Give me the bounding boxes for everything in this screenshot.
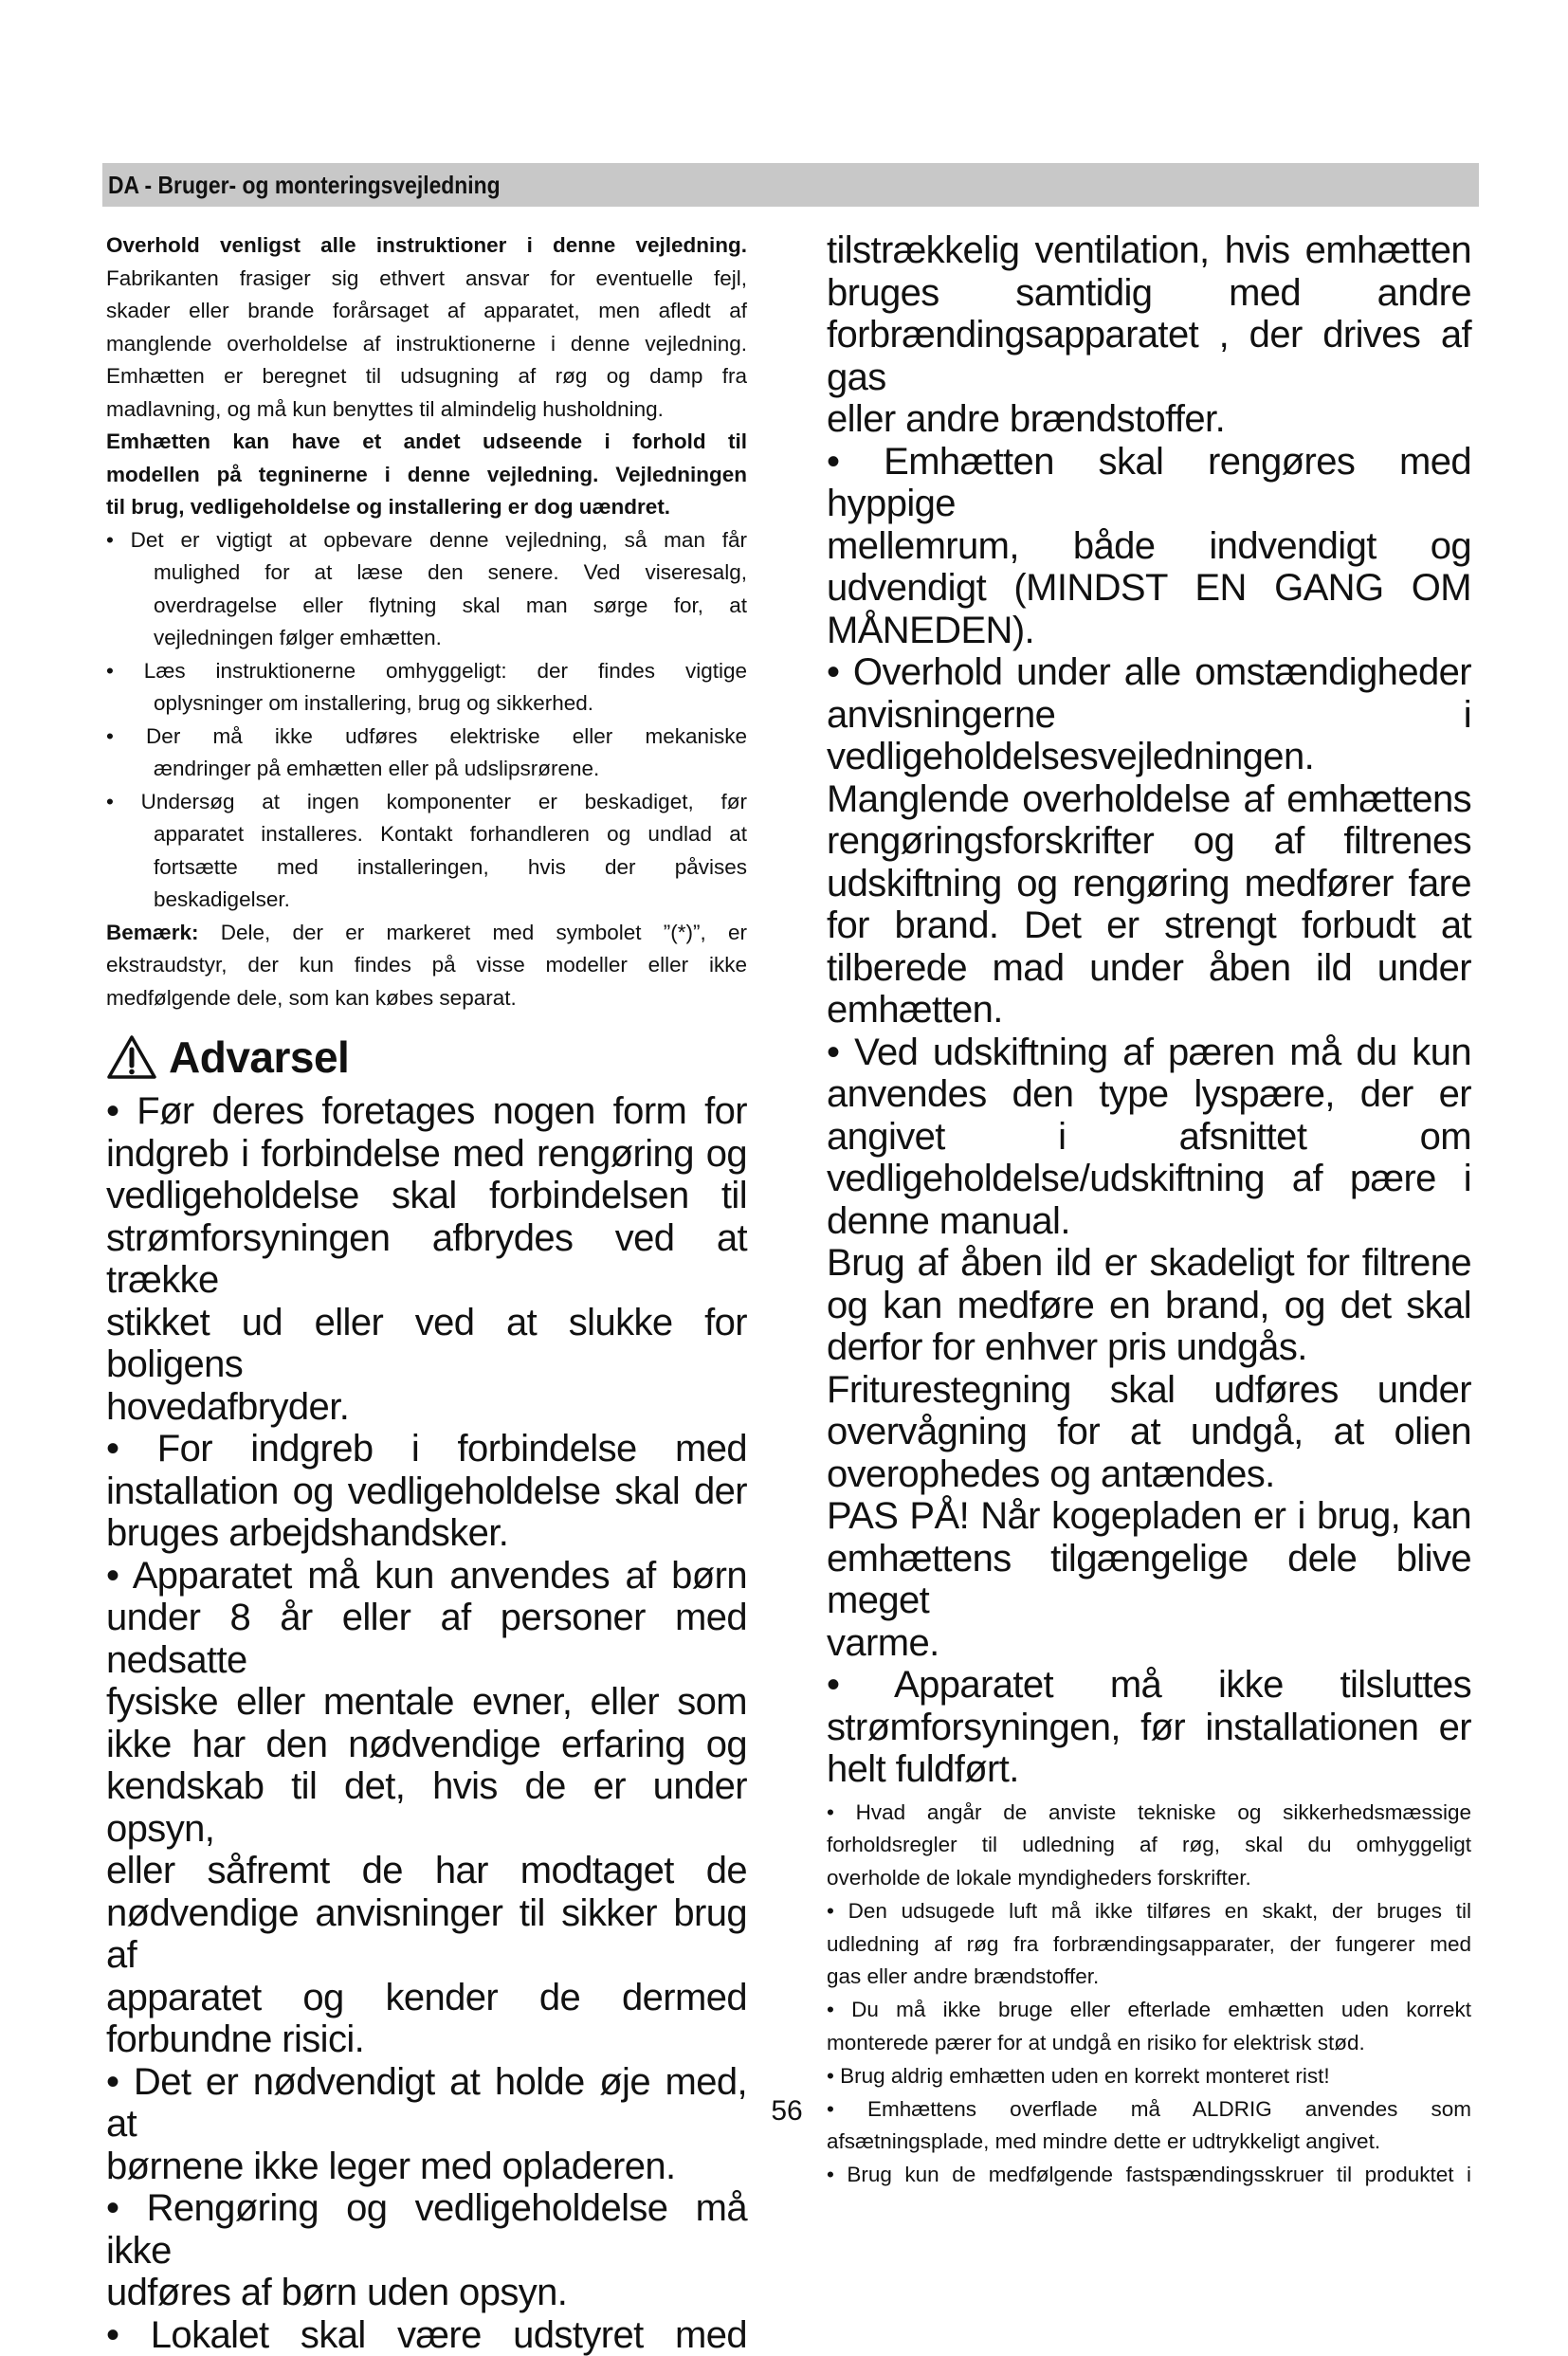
page-number: 56 bbox=[758, 2095, 815, 2128]
intro-line: Emhætten er beregnet til udsugning af røg og damp fra bbox=[106, 360, 747, 393]
text-line: apparatet og kender de dermed bbox=[106, 1977, 747, 2019]
section-title: DA - Bruger- og monteringsvejledning bbox=[108, 171, 501, 200]
text-line: forbundne risici. bbox=[106, 2018, 747, 2061]
text-line: • Overhold under alle omstændigheder bbox=[827, 651, 1471, 694]
text-line: forholdsregler til udledning af røg, skal du omhyggeligt bbox=[827, 1829, 1471, 1862]
text-line: • Det er nødvendigt at holde øje med, at bbox=[106, 2061, 747, 2146]
text-line: emhætten. bbox=[827, 989, 1471, 1032]
bullet-line: overdragelse eller flytning skal man sørge for, at bbox=[106, 590, 747, 623]
text-line: denne manual. bbox=[827, 1200, 1471, 1243]
text-line: • Hvad angår de anviste tekniske og sikkerhedsmæssige bbox=[827, 1797, 1471, 1830]
text-line: • Apparatet må ikke tilsluttes bbox=[827, 1664, 1471, 1707]
text-line: anvisningerne i bbox=[827, 694, 1471, 737]
text-line: mellemrum, både indvendigt og bbox=[827, 525, 1471, 568]
note-line: medfølgende dele, som kan købes separat. bbox=[106, 982, 747, 1015]
text-line: Brug af åben ild er skadeligt for filtrene bbox=[827, 1242, 1471, 1285]
text-line: MÅNEDEN). bbox=[827, 610, 1471, 652]
text-line: • For indgreb i forbindelse med bbox=[106, 1428, 747, 1470]
bullet-line: apparatet installeres. Kontakt forhandleren og undlad at bbox=[106, 818, 747, 851]
warning-triangle-icon bbox=[106, 1034, 157, 1080]
note-line bbox=[106, 917, 747, 950]
text-line: indgreb i forbindelse med rengøring og bbox=[106, 1133, 747, 1176]
text-line: • Brug aldrig emhætten uden en korrekt monteret rist! bbox=[827, 2060, 1471, 2093]
text-line: eller såfremt de har modtaget de bbox=[106, 1850, 747, 1892]
left-column bbox=[106, 229, 747, 2356]
intro-line: Fabrikanten frasiger sig ethvert ansvar for eventuelle fejl, bbox=[106, 263, 747, 296]
warning-title: Advarsel bbox=[169, 1032, 349, 1083]
text-line: for brand. Det er strengt forbudt at bbox=[827, 904, 1471, 947]
text-line: gas eller andre brændstoffer. bbox=[827, 1961, 1471, 1994]
text-line: tilstrækkelig ventilation, hvis emhætten bbox=[827, 229, 1471, 272]
intro-line: skader eller brande forårsaget af apparatet, men afledt af bbox=[106, 295, 747, 328]
design-note-line: til brug, vedligeholdelse og installering er dog uændret. bbox=[106, 491, 747, 524]
design-note-line: modellen på tegninerne i denne vejledning. Vejledningen bbox=[106, 459, 747, 492]
text-line: vedligeholdelse skal forbindelsen til bbox=[106, 1175, 747, 1217]
design-note-line: Emhætten kan have et andet udseende i forhold til bbox=[106, 426, 747, 459]
text-line: PAS PÅ! Når kogepladen er i brug, kan bbox=[827, 1495, 1471, 1538]
bullet-line: fortsætte med installeringen, hvis der påvises bbox=[106, 851, 747, 885]
text-line: varme. bbox=[827, 1622, 1471, 1665]
text-line: eller andre brændstoffer. bbox=[827, 398, 1471, 441]
text-line: strømforsyningen afbrydes ved at trække bbox=[106, 1217, 747, 1302]
text-line: udvendigt (MINDST EN GANG OM bbox=[827, 567, 1471, 610]
text-line: • Brug kun de medfølgende fastspændingsskruer til produktet i bbox=[827, 2159, 1471, 2192]
text-line: stikket ud eller ved at slukke for boligens bbox=[106, 1302, 747, 1386]
text-line: Manglende overholdelse af emhættens bbox=[827, 778, 1471, 821]
right-small-text bbox=[827, 1797, 1471, 2193]
text-line: udskiftning og rengøring medfører fare bbox=[827, 863, 1471, 905]
intro-line: madlavning, og må kun benyttes til almindelig husholdning. bbox=[106, 393, 747, 427]
text-line: • Du må ikke bruge eller efterlade emhætten uden korrekt bbox=[827, 1994, 1471, 2027]
bullet-line: • Læs instruktionerne omhyggeligt: der findes vigtige bbox=[106, 655, 747, 688]
note-label: Bemærk: bbox=[106, 921, 199, 944]
note-text: Dele, der er markeret med symbolet ”(*)”, er bbox=[199, 921, 747, 944]
text-line: ikke har den nødvendige erfaring og bbox=[106, 1724, 747, 1766]
text-line: vedligeholdelse/udskiftning af pære i bbox=[827, 1158, 1471, 1200]
intro-bold-line: Overhold venligst alle instruktioner i denne vejledning. bbox=[106, 229, 747, 263]
text-line: • Rengøring og vedligeholdelse må ikke bbox=[106, 2187, 747, 2272]
text-line: tilberede mad under åben ild under bbox=[827, 947, 1471, 990]
text-line: afsætningsplade, med mindre dette er udtrykkeligt angivet. bbox=[827, 2126, 1471, 2159]
text-line: børnene ikke leger med opladeren. bbox=[106, 2146, 747, 2188]
warning-text bbox=[106, 1090, 747, 2356]
text-line: • Den udsugede luft må ikke tilføres en skakt, der bruges til bbox=[827, 1895, 1471, 1928]
text-line: og kan medføre en brand, og det skal bbox=[827, 1285, 1471, 1327]
text-line: kendskab til det, hvis de er under opsyn, bbox=[106, 1765, 747, 1850]
text-line: udledning af røg fra forbrændingsapparater, der fungerer med bbox=[827, 1928, 1471, 1962]
bullet-line: beskadigelser. bbox=[106, 884, 747, 917]
text-line: installation og vedligeholdelse skal der bbox=[106, 1470, 747, 1513]
text-line: angivet i afsnittet om bbox=[827, 1116, 1471, 1159]
text-line: udføres af børn uden opsyn. bbox=[106, 2272, 747, 2314]
text-line: nødvendige anvisninger til sikker brug af bbox=[106, 1892, 747, 1977]
text-line: • Ved udskiftning af pæren må du kun bbox=[827, 1032, 1471, 1074]
bullet-line: • Undersøg at ingen komponenter er beskadiget, før bbox=[106, 786, 747, 819]
note-line: ekstraudstyr, der kun findes på visse modeller eller ikke bbox=[106, 949, 747, 982]
text-line: • Lokalet skal være udstyret med bbox=[106, 2314, 747, 2356]
intro-block bbox=[106, 229, 747, 1014]
text-line: derfor for enhver pris undgås. bbox=[827, 1326, 1471, 1369]
text-line: • Emhættens overflade må ALDRIG anvendes som bbox=[827, 2093, 1471, 2127]
text-line: anvendes den type lyspære, der er bbox=[827, 1073, 1471, 1116]
intro-line: manglende overholdelse af instruktionerne i denne vejledning. bbox=[106, 328, 747, 361]
text-line: Friturestegning skal udføres under bbox=[827, 1369, 1471, 1412]
right-large-text bbox=[827, 229, 1471, 1791]
text-line: forbrændingsapparatet , der drives af gas bbox=[827, 314, 1471, 398]
text-line: emhættens tilgængelige dele blive meget bbox=[827, 1538, 1471, 1622]
text-line: vedligeholdelsesvejledningen. bbox=[827, 736, 1471, 778]
bullet-line: oplysninger om installering, brug og sikkerhed. bbox=[106, 687, 747, 721]
section-header-bar bbox=[102, 163, 1479, 207]
bullet-line: • Der må ikke udføres elektriske eller mekaniske bbox=[106, 721, 747, 754]
text-line: overholde de lokale myndigheders forskrifter. bbox=[827, 1862, 1471, 1895]
warning-heading bbox=[106, 1033, 747, 1081]
text-line: overvågning for at undgå, at olien bbox=[827, 1411, 1471, 1453]
text-line: bruges arbejdshandsker. bbox=[106, 1512, 747, 1555]
bullet-line: ændringer på emhætten eller på udslipsrørene. bbox=[106, 753, 747, 786]
text-line: under 8 år eller af personer med nedsatte bbox=[106, 1597, 747, 1681]
text-line: monterede pærer for at undgå en risiko for elektrisk stød. bbox=[827, 2027, 1471, 2060]
bullet-line: • Det er vigtigt at opbevare denne vejledning, så man får bbox=[106, 524, 747, 557]
text-line: helt fuldført. bbox=[827, 1748, 1471, 1791]
text-line: bruges samtidig med andre bbox=[827, 272, 1471, 315]
text-line: • Emhætten skal rengøres med hyppige bbox=[827, 441, 1471, 525]
right-column bbox=[827, 229, 1471, 2192]
text-line: rengøringsforskrifter og af filtrenes bbox=[827, 820, 1471, 863]
text-line: • Apparatet må kun anvendes af børn bbox=[106, 1555, 747, 1598]
bullet-line: mulighed for at læse den senere. Ved viseresalg, bbox=[106, 557, 747, 590]
text-line: • Før deres foretages nogen form for bbox=[106, 1090, 747, 1133]
text-line: hovedafbryder. bbox=[106, 1386, 747, 1429]
text-line: overophedes og antændes. bbox=[827, 1453, 1471, 1496]
bullet-line: vejledningen følger emhætten. bbox=[106, 622, 747, 655]
text-line: strømforsyningen, før installationen er bbox=[827, 1707, 1471, 1749]
text-line: fysiske eller mentale evner, eller som bbox=[106, 1681, 747, 1724]
